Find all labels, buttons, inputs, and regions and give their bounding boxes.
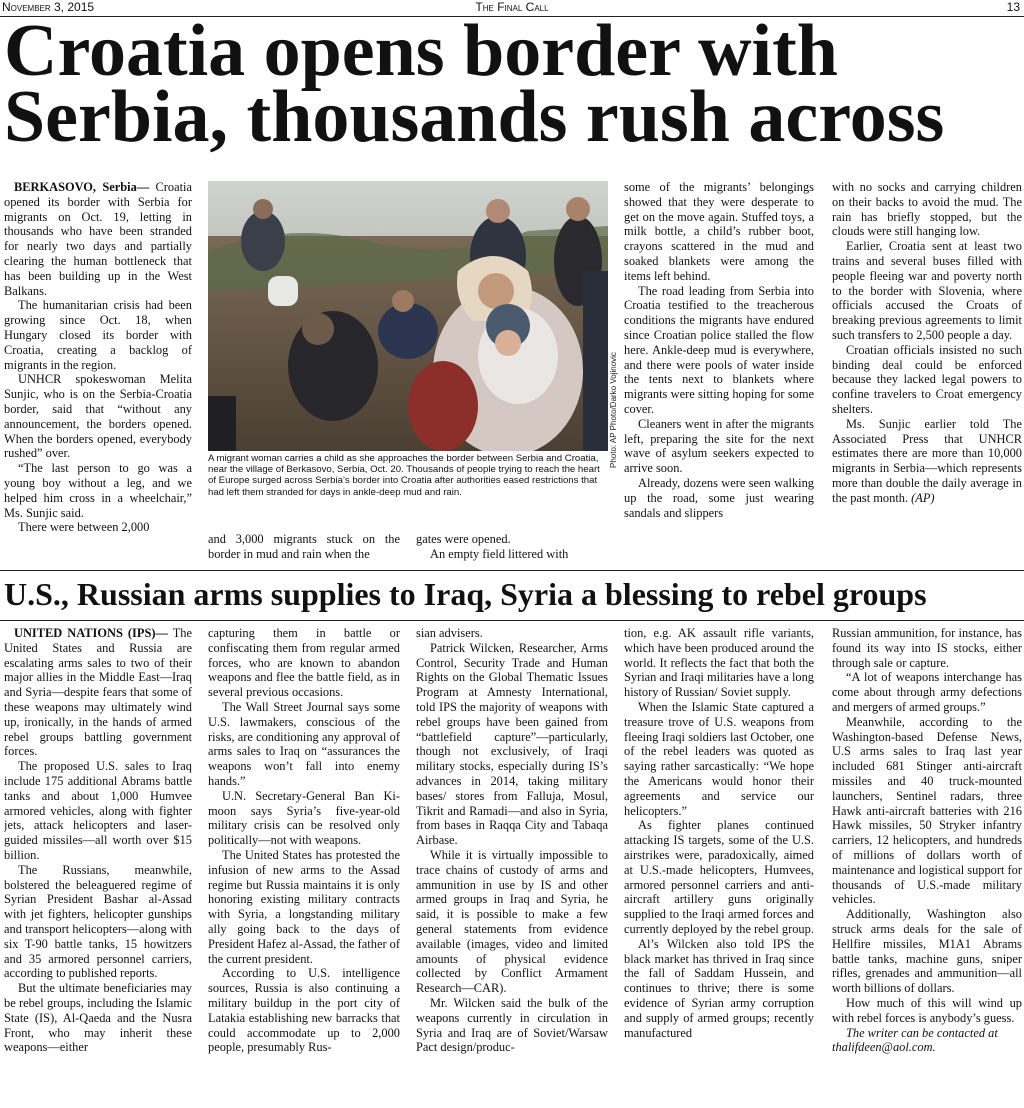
- story2-paragraph: Mr. Wilcken said the bulk of the weapons currently in circulation in Syria and Iraq are of Soviet/Warsaw Pact design/produc-: [416, 995, 608, 1055]
- story1-paragraph: Already, dozens were seen walking up the road, some just wearing sandals and slippers: [624, 475, 814, 520]
- second-headline: U.S., Russian arms supplies to Iraq, Syria a blessing to rebel groups: [4, 576, 927, 612]
- story2-column-3: [416, 626, 608, 1106]
- story2-paragraph: Russian ammunition, for instance, has found its way into IS stocks, either through sale or capture.: [832, 626, 1022, 670]
- photo-caption: A migrant woman carries a child as she approaches the border between Serbia and Croatia, near the village of Berkasovo, Serbia, Oct. 20. Thousands of people trying to reach the heart of Europe surged across Serbia’s border into Croatia after authorities eased restrictions that had left them stranded for days in ankle-deep mud and rain.: [208, 453, 600, 498]
- story2-paragraph: capturing them in battle or confiscating them from regular armed forces, who are known to abandon weapons and flee the battle field, as in several previous occasions.: [208, 626, 400, 700]
- story2-paragraph: UNITED NATIONS (IPS)— The United States and Russia are escalating arms sales to two of their major allies in the Middle East—Iraq and Syria—despite fears that some of these weapons may ultimately wind up, ironically, in the hands of armed rebel groups battling government forces.: [4, 626, 192, 759]
- story2-paragraph: Al’s Wilcken also told IPS the black market has thrived in Iraq since the fall of Saddam Hussein, and continues to thrive; there is some evidence of Syrian army corruption and supply of armed groups; recently manufactured: [624, 936, 814, 1040]
- headline-line-2: Serbia, thousands rush across: [4, 76, 945, 158]
- story1-paragraph: gates were opened.: [416, 532, 511, 546]
- story2-paragraph: How much of this will wind up with rebel forces is anybody’s guess.: [832, 995, 1022, 1025]
- main-headline: [4, 10, 1024, 158]
- story2-paragraph: tion, e.g. AK assault rifle variants, which have been produced around the world. It reflects the fact that both the Syrian and Iraqi militaries have a long history of Russian/ Soviet supply.: [624, 626, 814, 700]
- story2-paragraph: While it is virtually impossible to trace chains of custody of arms and ammunition in use by IS and other armed groups in Iraq and Syria, he said, it is possible to make a few general statements from evidence available (images, video and limited amounts of physical evidence collected by Conflict Armament Research—CAR).: [416, 847, 608, 996]
- issue-date: November 3, 2015: [2, 0, 95, 14]
- story2-signoff: The writer can be contacted at: [846, 1025, 998, 1040]
- story2-paragraph: The proposed U.S. sales to Iraq include 175 additional Abrams battle tanks and about 1,000 Humvee armored vehicles, along with fighter jets, attack helicopters and laser-guided missiles—all worth over $15 billion.: [4, 759, 192, 862]
- story1-column-5: [832, 180, 1022, 566]
- story1-paragraph: and 3,000 migrants stuck on the border in mud and rain when the: [208, 532, 400, 561]
- story2-paragraph: Additionally, Washington also struck arms deals for the sale of Hellfire missiles, M1A1 Abrams battle tanks, machine guns, sniper rifles, grenades and ammunition—all worth billions of dollars.: [832, 907, 1022, 996]
- story1-column-3: [416, 532, 608, 566]
- story1-paragraph: The humanitarian crisis had been growing since Oct. 18, when Hungary closed its border with Croatia, creating a backlog of migrants in the region.: [4, 298, 192, 372]
- story1-paragraph: Cleaners went in after the migrants left, preparing the site for the next wave of asylum seekers expected to arrive soon.: [624, 416, 814, 476]
- story2-paragraph: As fighter planes continued attacking IS targets, some of the U.S. airstrikes were, paradoxically, aimed at U.S.-made helicopters, Humvees, armored personnel carriers and anti-aircraft artillery guns originally supplied to the Iraqi armed forces and currently deployed by the rebel group.: [624, 818, 814, 936]
- photo-credit: Photo: AP Photo/Darko Vojinovic: [609, 352, 618, 468]
- dateline: BERKASOVO, Serbia—: [14, 180, 150, 194]
- story2-paragraph: Meanwhile, according to the Washington-based Defense News, U.S arms sales to Iraq last year included 681 Stinger anti-aircraft missiles and 40 truck-mounted launchers, Sentinel radars, three Hawk anti-aircraft batteries with 216 Hawk missiles, 50 Stryker infantry carriers, 12 helicopters, and hundreds of millions of dollars worth of maintenance and logistical support for thousands of U.S.-made military vehicles.: [832, 714, 1022, 907]
- headline-line-1: Croatia opens border with: [4, 10, 838, 92]
- story2-paragraph: U.N. Secretary-General Ban Ki-moon says Syria’s five-year-old military crisis can be resolved only politically—not with weapons.: [208, 788, 400, 848]
- story2-column-2: [208, 626, 400, 1106]
- story2-paragraph: But the ultimate beneficiaries may be rebel groups, including the Islamic State (IS), Al-Qaeda and the Nusra Front, who may inherit these weapons—either: [4, 981, 192, 1055]
- story2-paragraph: “A lot of weapons interchange has come about through army defections and mergers of armed groups.”: [832, 670, 1022, 714]
- story1-paragraph: An empty field littered with: [430, 546, 569, 561]
- story2-paragraph: Patrick Wilcken, Researcher, Arms Control, Security Trade and Human Rights on the Global Thematic Issues Program at Amnesty International, told IPS the majority of weapons with rebel groups have been gained from “battlefield capture”—particularly, though not exclusively, of Iraqi military stocks, especially during IS’s advances in 2014, taking military bases/ stores from Falluja, Mosul, Tikrit and Ramadi—and also in Syria, from bases in Raqqa City and Tabaqa Airbase.: [416, 640, 608, 848]
- story1-paragraph: Croatian officials insisted no such binding deal could be enforced because they lacked legal powers to confine travelers to Croat emergency shelters.: [832, 342, 1022, 416]
- story1-column-4: [624, 180, 814, 566]
- story1-paragraph: with no socks and carrying children on their backs to avoid the mud. The rain has briefly stopped, but the clouds were still hanging low.: [832, 180, 1022, 239]
- story2-column-5: [832, 626, 1022, 1106]
- dateline: UNITED NATIONS (IPS)—: [14, 626, 168, 640]
- story1-paragraph: UNHCR spokeswoman Melita Sunjic, who is on the Serbia-Croatia border, said that “without any announcement, the borders opened. When the borders opened, everybody rushed” over.: [4, 372, 192, 461]
- author-email: thalifdeen@aol.com.: [832, 1040, 936, 1055]
- story1-signoff: (AP): [911, 490, 935, 505]
- story1-column-2: [208, 532, 400, 566]
- story1-paragraph: Ms. Sunjic earlier told The Associated Press that UNHCR estimates there are more than 10,000 migrants in Serbia—which represents more than double the daily average in the past month. (AP): [832, 416, 1022, 505]
- photo-illustration: [208, 181, 608, 451]
- migrant-photo: [208, 181, 608, 451]
- story2-paragraph: sian advisers.: [416, 626, 483, 640]
- story2-column-1: [4, 626, 192, 1106]
- story2-paragraph: The Wall Street Journal says some U.S. lawmakers, conscious of the risks, are conditioning any approval of arms sales to Iraq on “assurances the weapons won’t fall into enemy hands.”: [208, 699, 400, 788]
- story2-paragraph: The United States has protested the infusion of new arms to the Assad regime but Russia maintains it is only honoring existing military contracts with Syria, a longstanding military ally going back to the days of President Hafez al-Assad, the father of the current president.: [208, 847, 400, 966]
- story1-paragraph: Earlier, Croatia sent at least two trains and several buses filled with people fleeing war and poverty north to the border with Slovenia, where officials accused the Croats of breaking previous agreements to limit such transfers to 2,500 people a day.: [832, 239, 1022, 342]
- story2-paragraph: The Russians, meanwhile, bolstered the beleaguered regime of Syrian President Bashar al-Assad with jet fighters, helicopter gunships and transport helicopters—along with six T-90 battle tanks, 15 howitzers and 35 armored personnel carriers, according to published reports.: [4, 862, 192, 981]
- section-divider: [0, 620, 1024, 621]
- paper-name: The Final Call: [475, 0, 549, 14]
- story2-paragraph: When the Islamic State captured a treasure trove of U.S. weapons from fleeing Iraqi soldiers last October, one of the rebel leaders was quoted as saying rather sarcastically: “We hope the Americans would honor their agreements and service our helicopters.”: [624, 699, 814, 818]
- story1-paragraph: There were between 2,000: [18, 520, 150, 535]
- story1-paragraph: “The last person to go was a young boy without a leg, and we helped him cross in a wheelchair,” Ms. Sunjic said.: [4, 461, 192, 520]
- page-number: 13: [1006, 0, 1020, 14]
- story1-column-1: [4, 180, 192, 566]
- story1-paragraph: The road leading from Serbia into Croatia testified to the treacherous conditions the migrants have endured since Croatian police stalled the flow here. Ankle-deep mud is everywhere, and there were pools of water inside the tents next to blankets where migrants were sitting hoping for some cover.: [624, 283, 814, 416]
- story1-paragraph: some of the migrants’ belongings showed that they were desperate to get on the move again. Stuffed toys, a milk bottle, a child’s rubber boot, crayons scattered in the mud and soaked blankets were among the items left behind.: [624, 180, 814, 283]
- story2-paragraph: According to U.S. intelligence sources, Russia is also continuing a military buildup in the port city of Latakia establishing new barracks that could accommodate up to 2,000 people, presumably Rus-: [208, 966, 400, 1055]
- section-divider: [0, 570, 1024, 571]
- story1-paragraph: BERKASOVO, Serbia— Croatia opened its border with Serbia for migrants on Oct. 19, letting in thousands who have been stranded for nearly two days and partially clearing the human bottleneck that has been building up in the West Balkans.: [4, 180, 192, 298]
- story2-column-4: [624, 626, 814, 1106]
